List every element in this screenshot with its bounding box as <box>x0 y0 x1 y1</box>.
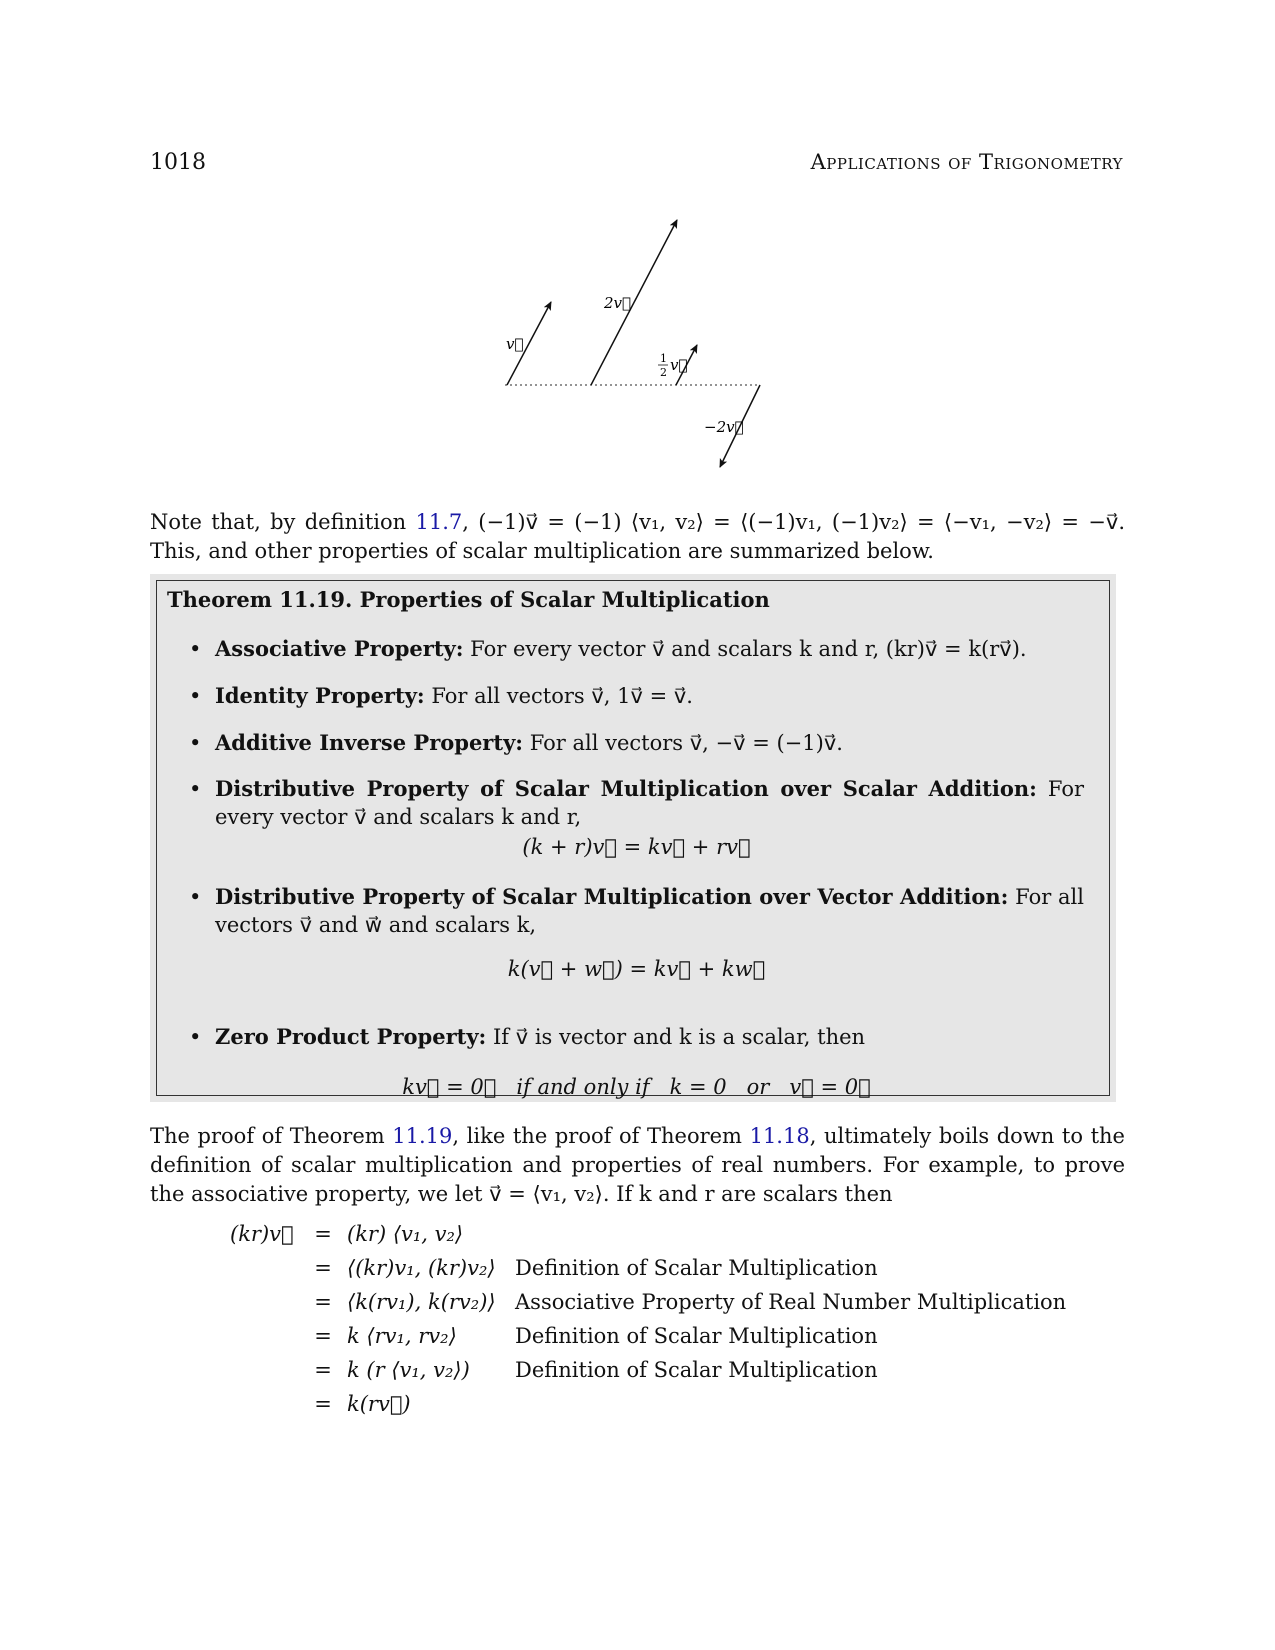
ref-definition-11-7[interactable]: 11.7 <box>415 510 463 534</box>
property-associative: • Associative Property: For every vector v⃗ and scalars k and r, (kr)v⃗ = k(rv⃗). <box>189 636 1027 661</box>
label-v: v⃗ <box>506 335 524 353</box>
proof-paragraph: The proof of Theorem 11.19, like the proof of Theorem 11.18, ultimately boils down to the definition of scalar multiplication and properties of real numbers. For example, to prove the associative property, we let v⃗ = ⟨v₁, v₂⟩. If k and r are scalars then <box>150 1124 1125 1206</box>
intro-text-b: , (−1)v⃗ = (−1) ⟨v₁, v₂⟩ = ⟨(−1)v₁, (−1)v₂⟩ = ⟨−v₁, −v₂⟩ = −v⃗. This, and other properties of scalar multiplication are summarized below. <box>150 510 1125 563</box>
theorem-title: Theorem 11.19. Properties of Scalar Multiplication <box>167 587 770 612</box>
label-half-den: 2 <box>660 366 667 379</box>
property-zero-product: • Zero Product Property: If v⃗ is vector and k is a scalar, then kv⃗ = 0⃗ if and only if k = 0 or v⃗ = 0⃗ <box>189 1023 1084 1051</box>
label-neg2v: −2v⃗ <box>704 418 744 436</box>
label-half-num: 1 <box>660 352 667 365</box>
label-2v: 2v⃗ <box>604 294 632 312</box>
theorem-box <box>150 574 1116 1102</box>
display-equation-zero-product: kv⃗ = 0⃗ if and only if k = 0 or v⃗ = 0⃗ <box>402 1075 871 1099</box>
property-identity: • Identity Property: For all vectors v⃗, 1v⃗ = v⃗. <box>189 683 693 708</box>
property-distributive-scalar-addition: • Distributive Property of Scalar Multiplication over Scalar Addition: For every vector v⃗ and scalars k and r, (k + r)v⃗ = kv⃗ + rv⃗ <box>189 776 1084 859</box>
running-title: Applications of Trigonometry <box>810 150 1123 174</box>
display-equation-distributive-vector: k(v⃗ + w⃗) = kv⃗ + kw⃗ <box>507 957 766 981</box>
display-equation-distributive-scalar: (k + r)v⃗ = kv⃗ + rv⃗ <box>522 835 751 859</box>
property-additive-inverse: • Additive Inverse Property: For all vectors v⃗, −v⃗ = (−1)v⃗. <box>189 730 843 755</box>
intro-paragraph <box>150 508 1125 566</box>
ref-theorem-11-19[interactable]: 11.19 <box>392 1124 453 1148</box>
label-half-v: v⃗ <box>670 356 688 374</box>
ref-theorem-11-18[interactable]: 11.18 <box>749 1124 810 1148</box>
scalar-multiple-figure <box>480 210 780 470</box>
property-distributive-vector-addition: • Distributive Property of Scalar Multiplication over Vector Addition: For all vectors v⃗ and w⃗ and scalars k, k(v⃗ + w⃗) = kv⃗ + kw⃗ <box>189 884 1084 981</box>
intro-text-a: Note that, by definition <box>150 510 416 534</box>
page-number: 1018 <box>150 150 206 175</box>
